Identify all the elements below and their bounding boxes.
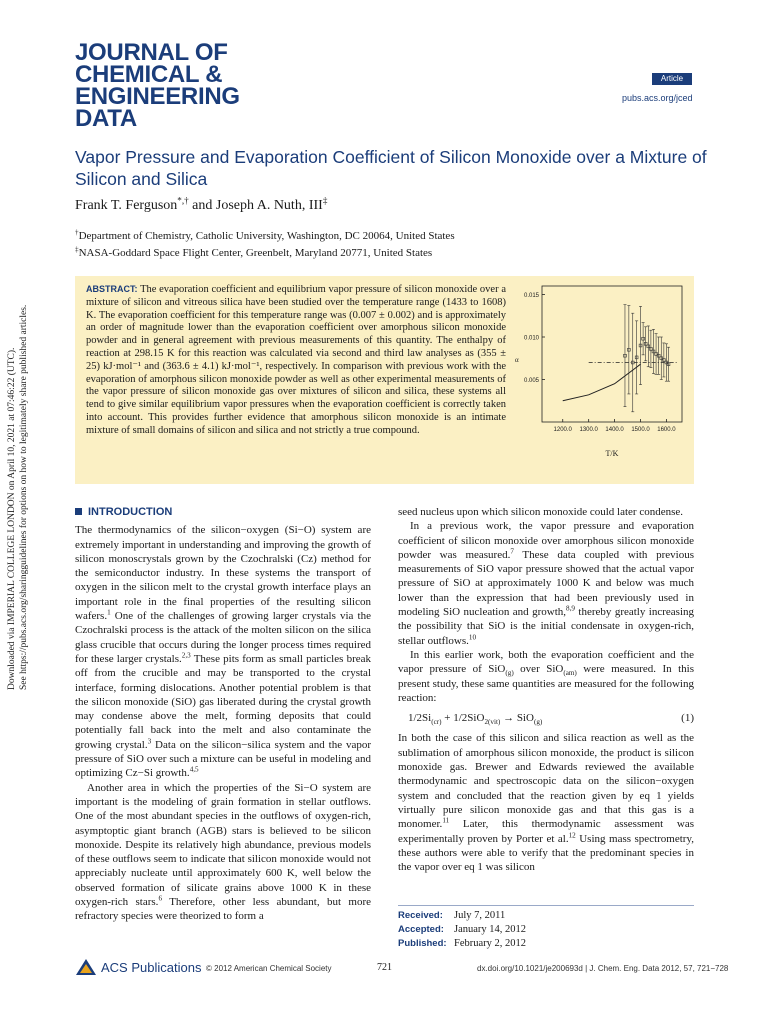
journal-logo-line3: ENGINEERING	[75, 83, 240, 110]
x-tick-label: 1400.0	[605, 427, 624, 433]
paragraph: The thermodynamics of the silicon−oxygen (Si−O) system are extremely important in understanding and improving the growth of silicon monoscrystals grown by the Czochralski (Cz) method for the semiconductor industry. In these systems the transport of oxygen in the silicon melt to the crystal growth interface plays an important role in the final properties of the resulting silicon wafers.$^1$ One of the challenges of growing larger crystals via the Czochralski process is the attack of the molten silicon on the silica glass crucible that occurs during the longer process times required for these larger crystals.$^{2,3}$ These pits form as small particles break off from the crucible and may be transported to the crystal interface, forming dislocations. Another potential problem is that the silicon monoxide (SiO) gas liberated during the crystal growth may condense above the melt, forming deposits that could potentially fall back into the melt and also contaminate the growing crystal.$^3$ Data on the silicon−silica system and the vapor pressure of SiO over such a mixture can be useful in modeling and optimizing Cz−Si growth.$^{4,5}$	[75, 524, 372, 780]
accepted-date: Accepted: January 14, 2012	[398, 924, 527, 935]
abstract-box	[75, 276, 694, 484]
journal-logo-line1: JOURNAL OF	[75, 39, 228, 66]
author-marks: *,†	[177, 195, 189, 206]
section-heading	[75, 505, 371, 519]
paragraph: Another area in which the properties of the Si−O system are important is the modeling of grain formation in stellar outflows. One of the most abundant species in the outflows of oxygen-rich, asymptoptic giant branch (AGB) stars is believed to be silicon monoxide. Despite its relatively high abundance, previous models of these outflows seem to indicate that silicon monoxide would not appreciably nucleate until approximately 600 K, well below the observed formation of silicate grains above 1000 K in these oxygen-rich stars.$^6$ Therefore, other less abundant, but more refractory species were theorized to form a	[75, 781, 371, 923]
section-heading-text: INTRODUCTION	[88, 506, 173, 518]
affiliation-mark: †	[75, 228, 79, 237]
abstract	[86, 283, 506, 438]
journal-logo	[75, 39, 240, 132]
author-marks: ‡	[322, 195, 328, 206]
affiliation-text: NASA-Goddard Space Flight Center, Greenbelt, Maryland 20771, United States	[78, 247, 433, 259]
citation[interactable]: 3	[147, 737, 152, 746]
x-axis-label: T/K	[605, 449, 619, 458]
citation[interactable]: 4,5	[189, 765, 199, 774]
right-column	[398, 505, 694, 874]
citation[interactable]: 12	[568, 830, 576, 839]
citation[interactable]: 6	[158, 894, 163, 903]
equation-number: (1)	[681, 712, 694, 725]
page-footer	[75, 958, 729, 980]
left-column	[75, 505, 371, 924]
publication-dates	[398, 905, 694, 951]
x-tick-label: 1300.0	[579, 427, 598, 433]
article-title: Vapor Pressure and Evaporation Coefficient of Silicon Monoxide over a Mixture of Silicon and Silica	[75, 147, 707, 189]
abstract-label: ABSTRACT:	[86, 284, 138, 294]
acs-logo-icon	[75, 958, 97, 976]
toc-graphic	[512, 280, 690, 462]
citation[interactable]: 7	[510, 547, 514, 556]
received-date: Received: July 7, 2011	[398, 910, 506, 921]
author-list	[75, 195, 328, 214]
y-tick-label: 0.005	[523, 378, 539, 384]
author-name[interactable]: Joseph A. Nuth, III	[215, 198, 323, 213]
paragraph: In a previous work, the vapor pressure and evaporation coefficient of silicon monoxide over amorphous silicon monoxide powder was measured.$^7$ These data coupled with previous measurements of SiO vapor pressure showed that the actual vapor pressure of SiO at approximately 1000 K and below was much lower than the expression that had been previously used in modeling SiO nucleation and growth,$^{8,9}$ thereby greatly increasing the possibility that SiO is the initial condensate in oxygen-rich, stellar outflows.$^{10}$	[398, 520, 695, 647]
doi-citation[interactable]: dx.doi.org/10.1021/je200693d | J. Chem. Eng. Data 2012, 57, 721−728	[477, 964, 729, 973]
x-tick-label: 1600.0	[657, 427, 676, 433]
x-tick-label: 1200.0	[553, 427, 572, 433]
page-number: 721	[377, 962, 392, 973]
citation[interactable]: 8,9	[566, 604, 575, 613]
citation[interactable]: 11	[442, 816, 450, 825]
citation[interactable]: 2,3	[181, 651, 191, 660]
journal-logo-line4: DATA	[75, 105, 137, 132]
journal-url-link[interactable]: pubs.acs.org/jced	[622, 93, 693, 103]
download-notice-line1: Downloaded via IMPERIAL COLLEGE LONDON on April 10, 2021 at 07:46:22 (UTC).	[7, 347, 17, 690]
equation-body: $1/2Si_{(cr)} + 1/2SiO_{2(vit)} \to SiO_{(g)}$	[408, 712, 543, 727]
author-name[interactable]: Frank T. Ferguson	[75, 198, 178, 213]
affiliation	[75, 247, 432, 259]
citation[interactable]: 10	[468, 633, 477, 642]
affiliation-text: Department of Chemistry, Catholic University, Washington, DC 20064, United States	[78, 230, 455, 242]
y-axis-label: α	[515, 356, 519, 364]
section-square-icon	[75, 508, 82, 515]
equation	[398, 705, 694, 731]
citation[interactable]: 1	[107, 608, 111, 617]
journal-logo-line2: CHEMICAL &	[75, 61, 223, 88]
author-conjunction: and	[192, 198, 213, 213]
download-notice-line2: See https://pubs.acs.org/sharingguidelines for options on how to legitimately share published articles.	[19, 304, 29, 690]
copyright-notice: © 2012 American Chemical Society	[206, 964, 332, 973]
affiliation-mark: ‡	[75, 245, 79, 254]
article-type-badge: Article	[652, 73, 692, 85]
paragraph: seed nucleus upon which silicon monoxide could later condense.	[398, 506, 684, 518]
paragraph: In this earlier work, both the evaporation coefficient and the vapor pressure of SiO$_{(g)}$ over SiO$_{(am)}$ were measured. In this present study, these same quantities are measured for the following reaction:	[398, 648, 695, 704]
publisher-name: ACS Publications	[101, 959, 202, 975]
x-tick-label: 1500.0	[631, 427, 650, 433]
abstract-text: The evaporation coefficient and equilibrium vapor pressure of silicon monoxide over a mixture of silicon and vitreous silica have been studied over the temperature range (1433 to 1608) K. The evaporation coefficient for this temperature range was (0.007 ± 0.002) and is approximately an order of magnitude lower than the evaporation coefficient over amorphous silicon monoxide powder and in general agreement with previous measurements of this quantity. The enthalpy of reaction at 298.15 K for this reaction was calculated via second and third law analyses as (355 ± 25) kJ·mol⁻¹ and (363.6 ± 4.1) kJ·mol⁻¹, respectively. In comparison with previous work with the evaporation of amorphous silicon monoxide powder as well as other experimental measurements of the vapor pressure of silicon monoxide gas over mixtures of silicon and silica, these systems all tend to give similar equilibrium vapor pressures when the evaporation coefficient is correctly taken into account. This provides further evidence that amorphous silicon monoxide is an intimate mixture of small domains of silicon and silica and not strictly a true compound.	[86, 284, 506, 436]
download-notice	[6, 304, 42, 690]
affiliation	[75, 230, 455, 242]
y-tick-label: 0.010	[523, 335, 539, 342]
acs-publications-logo[interactable]	[75, 958, 201, 976]
y-tick-label: 0.015	[523, 293, 539, 299]
published-date: Published: February 2, 2012	[398, 938, 527, 949]
paragraph: In both the case of this silicon and silica reaction as well as the sublimation of amorphous silicon monoxide, the product is silicon monoxide gas. Brewer and Edwards reviewed the available thermodynamic and spectroscopic data on the silicon−oxygen system and concluded that the reaction given by eq 1 yields virtually pure silicon monoxide gas and that this gas is a monomer.$^{11}$ Later, this thermodynamic assessment was experimentally proven by Porter et al.$^{12}$ Using mass spectrometry, these authors were able to verify that the predominant species in the vapor over eq 1 was silicon	[398, 732, 694, 874]
